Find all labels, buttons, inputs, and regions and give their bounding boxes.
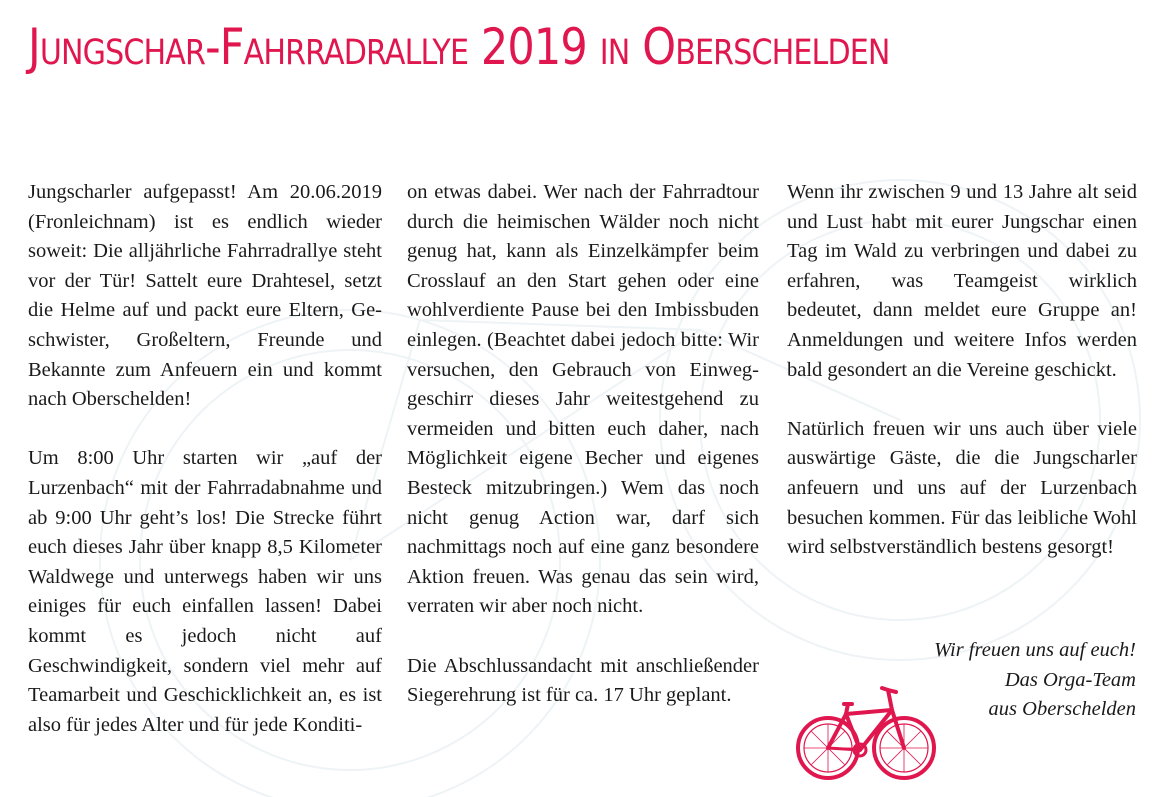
- article-column-3: [787, 178, 1137, 592]
- paragraph-schedule: Um 8:00 Uhr starten wir „auf der Lurzenbach“ mit der Fahrradabnahme und ab 9:00 Uhr geht’s los! Die Strecke führt euch dieses Jahr über knapp 8,5 Kilometer Waldwege und unterwegs haben wir uns einiges für euch einfallen lassen! Dabei kommt es jedoch nicht auf Geschwindigkeit, sondern viel mehr auf Teamarbeit und Geschicklichkeit an, es ist also für jedes Alter und für jede Konditi-: [28, 447, 382, 736]
- page-title: Jungschar-Fahrradrallye 2019 in Oberschelden: [28, 18, 890, 76]
- paragraph-activities: on etwas dabei. Wer nach der Fahrradtour durch die heimischen Wälder noch nicht genug hat, kann als Einzelkämpfer beim Crosslauf an den Start gehen oder eine wohlverdiente Pause bei den Imbissbuden einlegen. (Beachtet dabei jedoch bitte: Wir versuchen, den Gebrauch von Einweggeschirr dieses Jahr weitestgehend zu vermeiden und bitten euch daher, nach Möglichkeit eigene Becher und eigenes Besteck mitzubringen.) Wem das noch nicht genug Action war, darf sich nachmittags noch auf eine ganz besondere Aktion freuen. Was genau das sein wird, verraten wir aber noch nicht.: [407, 181, 759, 618]
- signature: [934, 636, 1136, 725]
- bicycle-icon: [794, 684, 938, 784]
- paragraph-ceremony: Die Abschlussandacht mit anschließender Siegerehrung ist für ca. 17 Uhr geplant.: [407, 654, 759, 707]
- signature-line-1: Wir freuen uns auf euch!: [934, 639, 1136, 661]
- paragraph-registration: Wenn ihr zwischen 9 und 13 Jahre alt seid und Lust habt mit eurer Jungschar einen Tag im Wald zu verbringen und dabei zu erfahren, was Teamgeist wirklich bedeutet, dann meldet eure Gruppe an! Anmeldungen und weitere Infos werden bald gesondert an die Vereine geschickt.: [787, 181, 1137, 381]
- signature-line-3: aus Oberschelden: [988, 698, 1136, 721]
- article-column-1: [28, 178, 382, 770]
- article-column-2: [407, 178, 759, 740]
- paragraph-intro: Jungscharler aufgepasst! Am 20.06.2019 (Fronleichnam) ist es endlich wieder soweit: Die alljährliche Fahrradrallye steht vor der Tür! Sattelt eure Drahtesel, setzt die Helme auf und packt eure Eltern, Geschwister, Großeltern, Freunde und Bekannte zum Anfeuern ein und kommt nach Oberschelden!: [28, 181, 382, 411]
- paragraph-guests: Natürlich freuen wir uns auch über viele auswärtige Gäste, die die Jungscharler anfeuern und uns auf der Lurzenbach besuchen kommen. Für das leibliche Wohl wird selbstverständlich bestens gesorgt!: [787, 417, 1137, 559]
- signature-line-2: Das Orga-Team: [1004, 668, 1136, 691]
